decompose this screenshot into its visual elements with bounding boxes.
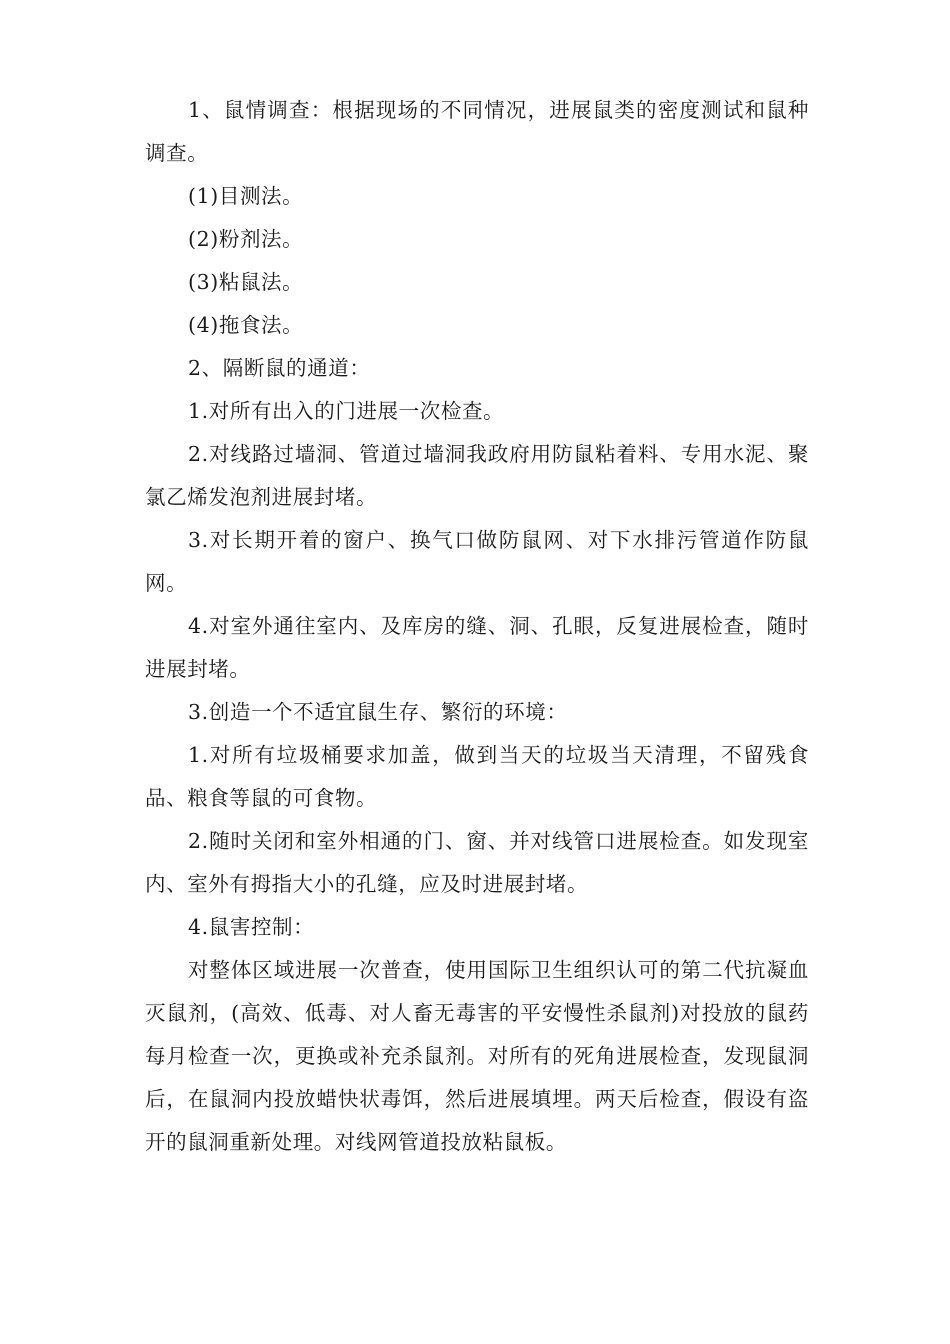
paragraph-check-doors: 1.对所有出入的门进展一次检查。	[188, 399, 505, 423]
paragraph-block-passages-heading: 2、隔断鼠的通道：	[188, 356, 371, 380]
paragraph-bait-method: (4)拖食法。	[188, 313, 304, 337]
paragraph-trash-bins: 1.对所有垃圾桶要求加盖，做到当天的垃圾当天清理，不留残食品、粮食等鼠的可食物。	[145, 743, 809, 810]
paragraph-seal-wall-holes: 2.对线路过墙洞、管道过墙洞我政府用防鼠粘着料、专用水泥、聚氯乙烯发泡剂进展封堵。	[145, 442, 809, 509]
paragraph-environment-heading: 3.创造一个不适宜鼠生存、繁衍的环境：	[188, 700, 568, 724]
document-body	[145, 89, 809, 1164]
paragraph-visual-method: (1)目测法。	[188, 184, 304, 208]
paragraph-rodent-screens: 3.对长期开着的窗户、换气口做防鼠网、对下水排污管道作防鼠网。	[145, 528, 809, 595]
paragraph-glue-method: (3)粘鼠法。	[188, 270, 304, 294]
paragraph-rodent-survey: 1、鼠情调查：根据现场的不同情况，进展鼠类的密度测试和鼠种调查。	[145, 98, 809, 165]
paragraph-control-details: 对整体区域进展一次普查，使用国际卫生组织认可的第二代抗凝血灭鼠剂，(高效、低毒、对人畜无毒害的平安慢性杀鼠剂)对投放的鼠药每月检查一次，更换或补充杀鼠剂。对所有的死角进展检查，发现鼠洞后，在鼠洞内投放蜡快状毒饵，然后进展填埋。两天后检查，假设有盗开的鼠洞重新处理。对线网管道投放粘鼠板。	[145, 958, 809, 1154]
paragraph-control-heading: 4.鼠害控制：	[188, 915, 315, 939]
paragraph-powder-method: (2)粉剂法。	[188, 227, 304, 251]
paragraph-seal-gaps: 4.对室外通往室内、及库房的缝、洞、孔眼，反复进展检查，随时进展封堵。	[145, 614, 809, 681]
paragraph-close-openings: 2.随时关闭和室外相通的门、窗、并对线管口进展检查。如发现室内、室外有拇指大小的孔缝，应及时进展封堵。	[145, 829, 809, 896]
